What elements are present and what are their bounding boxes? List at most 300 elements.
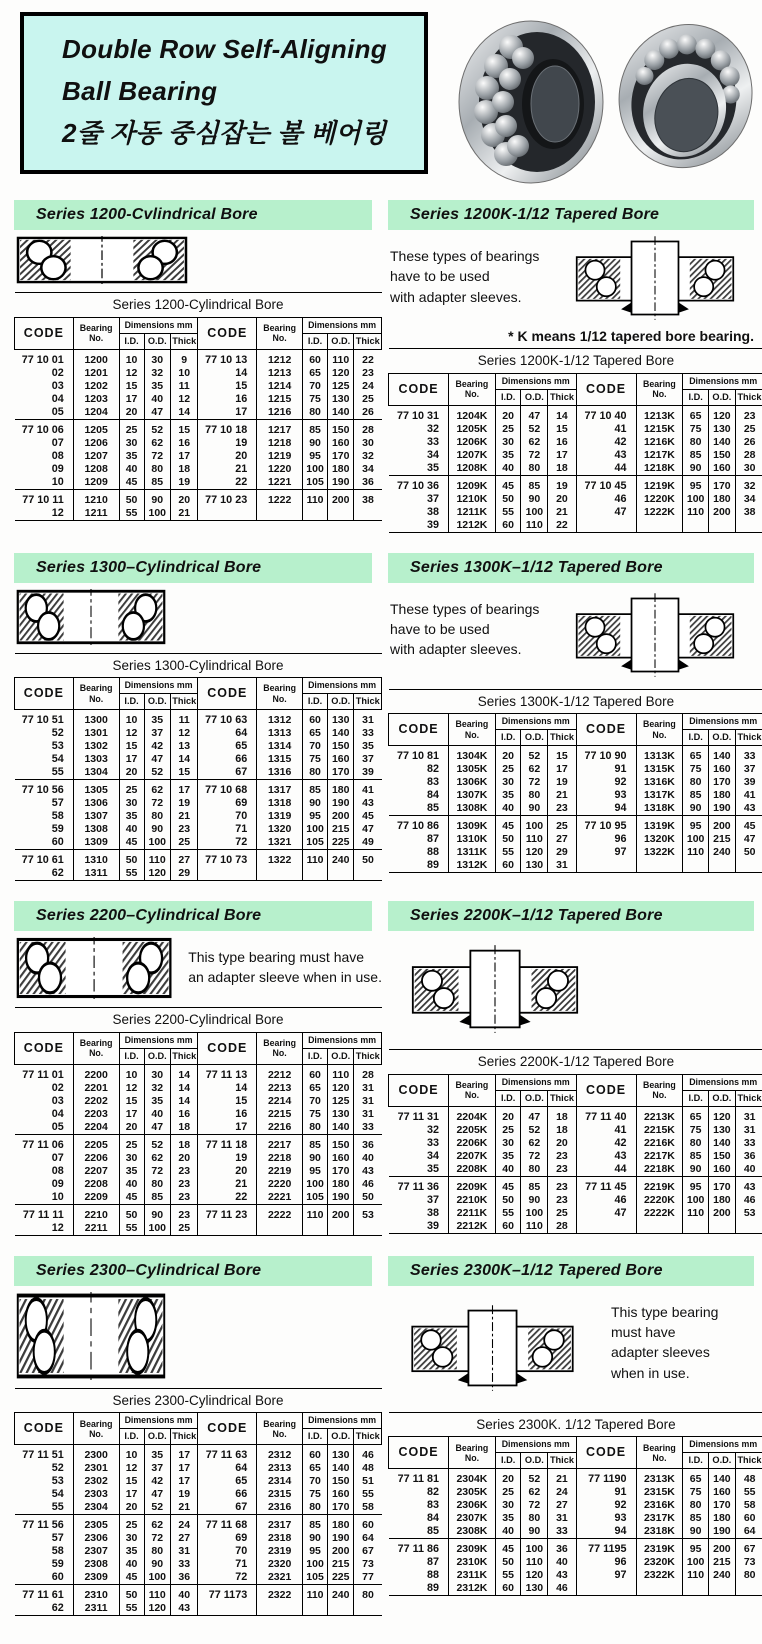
cell-od: 130 — [521, 859, 548, 873]
cell-id: 65 — [303, 1462, 328, 1475]
cell-thick: 23 — [548, 1176, 576, 1194]
cell-bearing-no: 2317K — [636, 1512, 683, 1525]
table-title-row — [389, 689, 762, 714]
cell-id: 105 — [303, 476, 328, 490]
header-dimensions: Dimensions mm — [303, 1413, 382, 1429]
cell-thick: 10 — [170, 367, 198, 380]
header-thick: Thick — [735, 730, 762, 746]
cell-thick: 36 — [354, 1134, 382, 1152]
cell-id: 30 — [495, 776, 521, 789]
title-box — [20, 12, 428, 174]
cell-thick: 16 — [170, 437, 198, 450]
cell-id: 40 — [119, 1558, 144, 1571]
header-code: CODE — [576, 714, 636, 746]
cell-id: 20 — [119, 1501, 144, 1515]
cell-od: 30 — [144, 1064, 170, 1082]
cell-thick: 18 — [548, 1124, 576, 1137]
cell-bearing-no: 2208K — [449, 1163, 496, 1177]
cell-bearing-no: 2304K — [449, 1469, 496, 1487]
table-header-row — [389, 373, 762, 389]
table-header-row — [15, 317, 382, 333]
cell-id: 55 — [119, 507, 144, 521]
cell-od: 140 — [328, 406, 354, 420]
table-row — [15, 867, 382, 881]
cell-bearing-no: 1322 — [257, 850, 303, 868]
cell-thick: 15 — [170, 419, 198, 437]
cell-od: 180 — [328, 1178, 354, 1191]
cell-od: 200 — [328, 1204, 354, 1222]
cell-od: 120 — [144, 1602, 170, 1616]
cell-code: 69 — [198, 1532, 257, 1545]
cell-od: 200 — [708, 1207, 735, 1220]
cell-code: 91 — [576, 1486, 636, 1499]
table-row — [389, 1137, 762, 1150]
cell-code: 37 — [389, 493, 449, 506]
cell-bearing-no: 1212 — [257, 349, 303, 367]
cell-od: 140 — [708, 1137, 735, 1150]
header-bearing-no: Bearing No. — [636, 1437, 683, 1469]
cell-code: 77 10 81 — [389, 746, 449, 764]
cell-bearing-no: 1318 — [257, 797, 303, 810]
cell-thick: 17 — [548, 449, 576, 462]
cell-od: 110 — [521, 1556, 548, 1569]
cell-od: 35 — [144, 1095, 170, 1108]
header-code: CODE — [389, 1074, 449, 1106]
note-line: These types of bearings — [390, 246, 539, 266]
cell-od: 240 — [708, 1569, 735, 1582]
header-od: O.D. — [328, 1048, 354, 1064]
cell-od: 100 — [144, 1222, 170, 1236]
cell-id: 35 — [495, 1512, 521, 1525]
table-row — [15, 1585, 382, 1603]
cell-thick: 19 — [548, 475, 576, 493]
cell-code: 44 — [576, 462, 636, 476]
header-bearing-no: Bearing No. — [636, 714, 683, 746]
cell-code: 94 — [576, 1525, 636, 1539]
cell-code: 77 11 61 — [15, 1585, 74, 1603]
cell-bearing-no: 1313K — [636, 746, 683, 764]
cell-id: 60 — [303, 349, 328, 367]
cell-thick: 31 — [354, 1095, 382, 1108]
cell-od: 120 — [328, 367, 354, 380]
cell-thick: 23 — [170, 1204, 198, 1222]
cell-bearing-no: 2205 — [73, 1134, 119, 1152]
table-row — [389, 1525, 762, 1539]
table-title: Series 1300-Cylindrical Bore — [15, 653, 382, 678]
diagram-tapered-1200k — [555, 236, 755, 320]
cell-od: 180 — [328, 463, 354, 476]
cell-id: 85 — [303, 1134, 328, 1152]
cell-id: 75 — [683, 763, 709, 776]
cell-id: 65 — [303, 367, 328, 380]
cell-bearing-no: 1307K — [449, 789, 496, 802]
cell-thick: 26 — [354, 406, 382, 420]
cell-od: 225 — [328, 1571, 354, 1585]
cell-bearing-no: 2310 — [73, 1585, 119, 1603]
cell-od: 170 — [328, 1501, 354, 1515]
cell-code: 77 10 45 — [576, 475, 636, 493]
cell-od: 72 — [144, 450, 170, 463]
cell-od: 160 — [328, 1152, 354, 1165]
cell-id: 90 — [683, 462, 709, 476]
cell-bearing-no: 2311K — [449, 1569, 496, 1582]
cell-id: 50 — [119, 850, 144, 868]
cell-od: 40 — [144, 1108, 170, 1121]
cell-od: 80 — [521, 789, 548, 802]
cell-thick: 49 — [354, 836, 382, 850]
cell-code: 84 — [389, 1512, 449, 1525]
cell-id: 30 — [119, 1532, 144, 1545]
cell-thick: 29 — [170, 867, 198, 881]
table-row — [389, 1207, 762, 1220]
cell-thick: 12 — [170, 727, 198, 740]
table-row — [389, 1194, 762, 1207]
cell-bearing-no: 2306K — [449, 1499, 496, 1512]
cell-od: 110 — [144, 850, 170, 868]
cell-thick: 15 — [548, 746, 576, 764]
cell-bearing-no: 1201 — [73, 367, 119, 380]
header-id: I.D. — [303, 1048, 328, 1064]
cell-code: 05 — [15, 406, 74, 420]
table-1200k — [388, 348, 762, 533]
header-id: I.D. — [303, 694, 328, 710]
cell-code: 07 — [15, 437, 74, 450]
cell-bearing-no: 2321 — [257, 1571, 303, 1585]
cell-bearing-no: 2209K — [449, 1176, 496, 1194]
cell-code: 92 — [576, 1499, 636, 1512]
cell-thick: 17 — [170, 1445, 198, 1463]
cell-id: 110 — [683, 846, 709, 859]
cell-od: 80 — [521, 462, 548, 476]
cell-od: 85 — [144, 476, 170, 490]
cell-id: 95 — [683, 475, 709, 493]
cell-id: 60 — [303, 1445, 328, 1463]
header-code: CODE — [389, 714, 449, 746]
table-row — [15, 1134, 382, 1152]
cell-id: 40 — [495, 1163, 521, 1177]
table-row — [15, 753, 382, 766]
cell-code: 53 — [15, 740, 74, 753]
table-title-row — [389, 1412, 762, 1437]
cell-bearing-no: 2217 — [257, 1134, 303, 1152]
cell-code: 02 — [15, 1082, 74, 1095]
cell-od: 72 — [521, 1150, 548, 1163]
header-dimensions: Dimensions mm — [119, 317, 198, 333]
diagram-cylindrical-1300 — [16, 589, 166, 645]
cell-od: 140 — [708, 1469, 735, 1487]
cell-thick: 14 — [170, 406, 198, 420]
header-id: I.D. — [119, 694, 144, 710]
note-line: with adapter sleeves. — [390, 287, 539, 307]
cell-id: 30 — [119, 1152, 144, 1165]
cell-code: 38 — [389, 506, 449, 519]
cell-od: 160 — [328, 1488, 354, 1501]
cell-od: 47 — [144, 1488, 170, 1501]
table-row — [15, 1152, 382, 1165]
header-thick: Thick — [735, 1453, 762, 1469]
cell-thick: 18 — [548, 462, 576, 476]
cell-bearing-no: 2212K — [449, 1220, 496, 1234]
note-line: This type bearing — [611, 1302, 718, 1322]
header-thick: Thick — [735, 1090, 762, 1106]
cell-id: 90 — [303, 1152, 328, 1165]
header-thick: Thick — [354, 694, 382, 710]
table-title-row — [389, 1050, 762, 1075]
banner-1300: Series 1300–Cylindrical Bore — [14, 553, 372, 583]
cell-code: 33 — [389, 436, 449, 449]
cell-thick: 35 — [354, 740, 382, 753]
cell-id: 45 — [119, 1571, 144, 1585]
cell-bearing-no: 2316K — [636, 1499, 683, 1512]
cell-thick: 9 — [170, 349, 198, 367]
cell-id: 65 — [683, 746, 709, 764]
cell-code: 77 10 01 — [15, 349, 74, 367]
cell-thick: 32 — [354, 450, 382, 463]
note-line: when in use. — [611, 1363, 718, 1383]
table-row — [389, 1512, 762, 1525]
cell-code: 77 10 63 — [198, 710, 257, 728]
cell-bearing-no: 2307 — [73, 1545, 119, 1558]
cell-bearing-no: 1306K — [449, 776, 496, 789]
table-row — [15, 1222, 382, 1236]
cell-id: 110 — [303, 1585, 328, 1603]
header-bearing-no: Bearing No. — [636, 373, 683, 405]
cell-code: 05 — [15, 1121, 74, 1135]
cell-code: 84 — [389, 789, 449, 802]
table-1300 — [14, 653, 382, 882]
header-dimensions: Dimensions mm — [495, 373, 576, 389]
table-row — [389, 1469, 762, 1487]
cell-thick: 23 — [548, 802, 576, 816]
cell-bearing-no: 2309 — [73, 1571, 119, 1585]
header-dimensions: Dimensions mm — [683, 1437, 762, 1453]
cell-thick: 31 — [548, 1512, 576, 1525]
cell-id: 90 — [303, 1532, 328, 1545]
cell-bearing-no: 2322 — [257, 1585, 303, 1603]
note-1300k — [390, 589, 539, 660]
cell-id: 45 — [495, 1539, 521, 1557]
cell-thick: 31 — [354, 710, 382, 728]
cell-id: 20 — [495, 405, 521, 423]
cell-id: 20 — [119, 406, 144, 420]
cell-bearing-no: 1320 — [257, 823, 303, 836]
cell-od: 85 — [521, 475, 548, 493]
cell-thick: 31 — [354, 1108, 382, 1121]
table-row — [389, 493, 762, 506]
cell-od: 80 — [144, 463, 170, 476]
table-row — [15, 1108, 382, 1121]
cell-id: 80 — [683, 1137, 709, 1150]
cell-thick: 43 — [170, 1602, 198, 1616]
cell-code: 77 1190 — [576, 1469, 636, 1487]
cell-thick: 77 — [354, 1571, 382, 1585]
cell-od: 72 — [521, 449, 548, 462]
table-title-row — [389, 349, 762, 374]
cell-id: 40 — [495, 1525, 521, 1539]
cell-id: 40 — [119, 463, 144, 476]
cell-code: 77 11 68 — [198, 1515, 257, 1533]
cell-od: 52 — [521, 1124, 548, 1137]
cell-code: 54 — [15, 1488, 74, 1501]
cell-code: 15 — [198, 380, 257, 393]
cell-code: 59 — [15, 823, 74, 836]
cell-empty — [708, 519, 735, 533]
cell-code: 77 10 23 — [198, 489, 257, 507]
cell-od: 47 — [144, 753, 170, 766]
table-row — [15, 710, 382, 728]
cell-thick: 55 — [354, 1488, 382, 1501]
cell-empty — [354, 867, 382, 881]
note-line: adapter sleeves — [611, 1342, 718, 1362]
header-bearing-no: Bearing No. — [73, 317, 119, 349]
cell-id: 40 — [119, 1178, 144, 1191]
header-bearing-no: Bearing No. — [257, 1413, 303, 1445]
cell-thick: 38 — [354, 489, 382, 507]
cell-id: 25 — [119, 1515, 144, 1533]
cell-id: 65 — [683, 405, 709, 423]
cell-bearing-no: 1216 — [257, 406, 303, 420]
table-row — [389, 1150, 762, 1163]
cell-id: 90 — [683, 802, 709, 816]
cell-code: 64 — [198, 727, 257, 740]
cell-od: 85 — [144, 1191, 170, 1205]
cell-od: 190 — [328, 1532, 354, 1545]
cell-od: 72 — [521, 776, 548, 789]
cell-empty — [303, 867, 328, 881]
cell-id: 30 — [119, 437, 144, 450]
cell-id: 85 — [303, 419, 328, 437]
table-row — [15, 419, 382, 437]
cell-bearing-no: 2219K — [636, 1176, 683, 1194]
cell-bearing-no: 1222 — [257, 489, 303, 507]
cell-code: 58 — [15, 1545, 74, 1558]
cell-thick: 28 — [354, 419, 382, 437]
cell-thick: 31 — [735, 1124, 762, 1137]
cell-od: 130 — [521, 1582, 548, 1596]
cell-code: 12 — [15, 1222, 74, 1236]
header-dimensions: Dimensions mm — [303, 317, 382, 333]
table-row — [15, 1178, 382, 1191]
cell-id: 45 — [119, 476, 144, 490]
cell-od: 240 — [328, 850, 354, 868]
cell-bearing-no: 1315K — [636, 763, 683, 776]
cell-id: 60 — [303, 710, 328, 728]
cell-thick: 27 — [170, 1532, 198, 1545]
cell-code: 17 — [198, 406, 257, 420]
cell-od: 200 — [708, 816, 735, 834]
cell-bearing-no: 1216K — [636, 436, 683, 449]
cell-empty — [636, 1582, 683, 1596]
cell-id: 75 — [303, 1108, 328, 1121]
cell-bearing-no: 1315 — [257, 753, 303, 766]
cell-empty — [198, 1602, 257, 1616]
cell-id: 17 — [119, 393, 144, 406]
cell-code: 10 — [15, 1191, 74, 1205]
cell-code: 89 — [389, 859, 449, 873]
cell-code: 32 — [389, 423, 449, 436]
header-thick: Thick — [170, 1048, 198, 1064]
cell-bearing-no: 1203 — [73, 393, 119, 406]
cell-od: 140 — [708, 436, 735, 449]
cell-id: 100 — [683, 1556, 709, 1569]
cell-id: 80 — [683, 436, 709, 449]
header-code: CODE — [576, 1074, 636, 1106]
cell-bearing-no: 1213K — [636, 405, 683, 423]
cell-id: 105 — [303, 1571, 328, 1585]
cell-od: 130 — [328, 393, 354, 406]
cell-od: 62 — [144, 1152, 170, 1165]
cell-od: 110 — [328, 1064, 354, 1082]
cell-code: 54 — [15, 753, 74, 766]
cell-od: 52 — [144, 1134, 170, 1152]
cell-code: 67 — [198, 766, 257, 780]
cell-od: 150 — [328, 740, 354, 753]
table-row — [389, 859, 762, 873]
cell-id: 85 — [683, 449, 709, 462]
cell-id: 15 — [119, 1095, 144, 1108]
cell-id: 25 — [119, 780, 144, 798]
cell-id: 60 — [495, 859, 521, 873]
diagram-tapered-2300k — [390, 1292, 595, 1404]
cell-id: 95 — [683, 816, 709, 834]
table-row — [15, 780, 382, 798]
header-thick: Thick — [170, 1429, 198, 1445]
table-title: Series 1200K-1/12 Tapered Bore — [389, 349, 762, 374]
table-row — [389, 846, 762, 859]
cell-bearing-no: 1314 — [257, 740, 303, 753]
cell-thick: 41 — [354, 780, 382, 798]
cell-od: 170 — [328, 1165, 354, 1178]
cell-bearing-no: 2218 — [257, 1152, 303, 1165]
header-code: CODE — [15, 678, 74, 710]
cell-id: 55 — [495, 1569, 521, 1582]
cell-id: 70 — [303, 740, 328, 753]
cell-od: 42 — [144, 1475, 170, 1488]
cell-thick: 33 — [354, 727, 382, 740]
cell-id: 100 — [683, 493, 709, 506]
cell-code: 20 — [198, 450, 257, 463]
cell-od: 32 — [144, 367, 170, 380]
cell-id: 95 — [303, 1165, 328, 1178]
page-title-line1: Double Row Self-Aligning — [62, 28, 418, 70]
cell-od: 110 — [521, 519, 548, 533]
cell-thick: 12 — [170, 393, 198, 406]
cell-thick: 47 — [354, 823, 382, 836]
cell-thick: 43 — [354, 797, 382, 810]
cell-od: 160 — [708, 462, 735, 476]
header-bearing-no: Bearing No. — [449, 714, 496, 746]
cell-empty — [683, 519, 709, 533]
cell-thick: 37 — [354, 753, 382, 766]
header-thick: Thick — [354, 1048, 382, 1064]
cell-id: 45 — [119, 1191, 144, 1205]
cell-id: 50 — [495, 1556, 521, 1569]
cell-empty — [636, 1220, 683, 1234]
cell-od: 62 — [521, 1137, 548, 1150]
cell-id: 105 — [303, 836, 328, 850]
table-2300k — [388, 1412, 762, 1597]
cell-id: 10 — [119, 1445, 144, 1463]
cell-od: 190 — [328, 476, 354, 490]
cell-id: 100 — [683, 833, 709, 846]
cell-code: 77 10 56 — [15, 780, 74, 798]
header-od: O.D. — [708, 1090, 735, 1106]
cell-bearing-no: 2218K — [636, 1163, 683, 1177]
cell-code: 03 — [15, 380, 74, 393]
cell-code: 70 — [198, 810, 257, 823]
table-row — [15, 406, 382, 420]
cell-code: 04 — [15, 393, 74, 406]
